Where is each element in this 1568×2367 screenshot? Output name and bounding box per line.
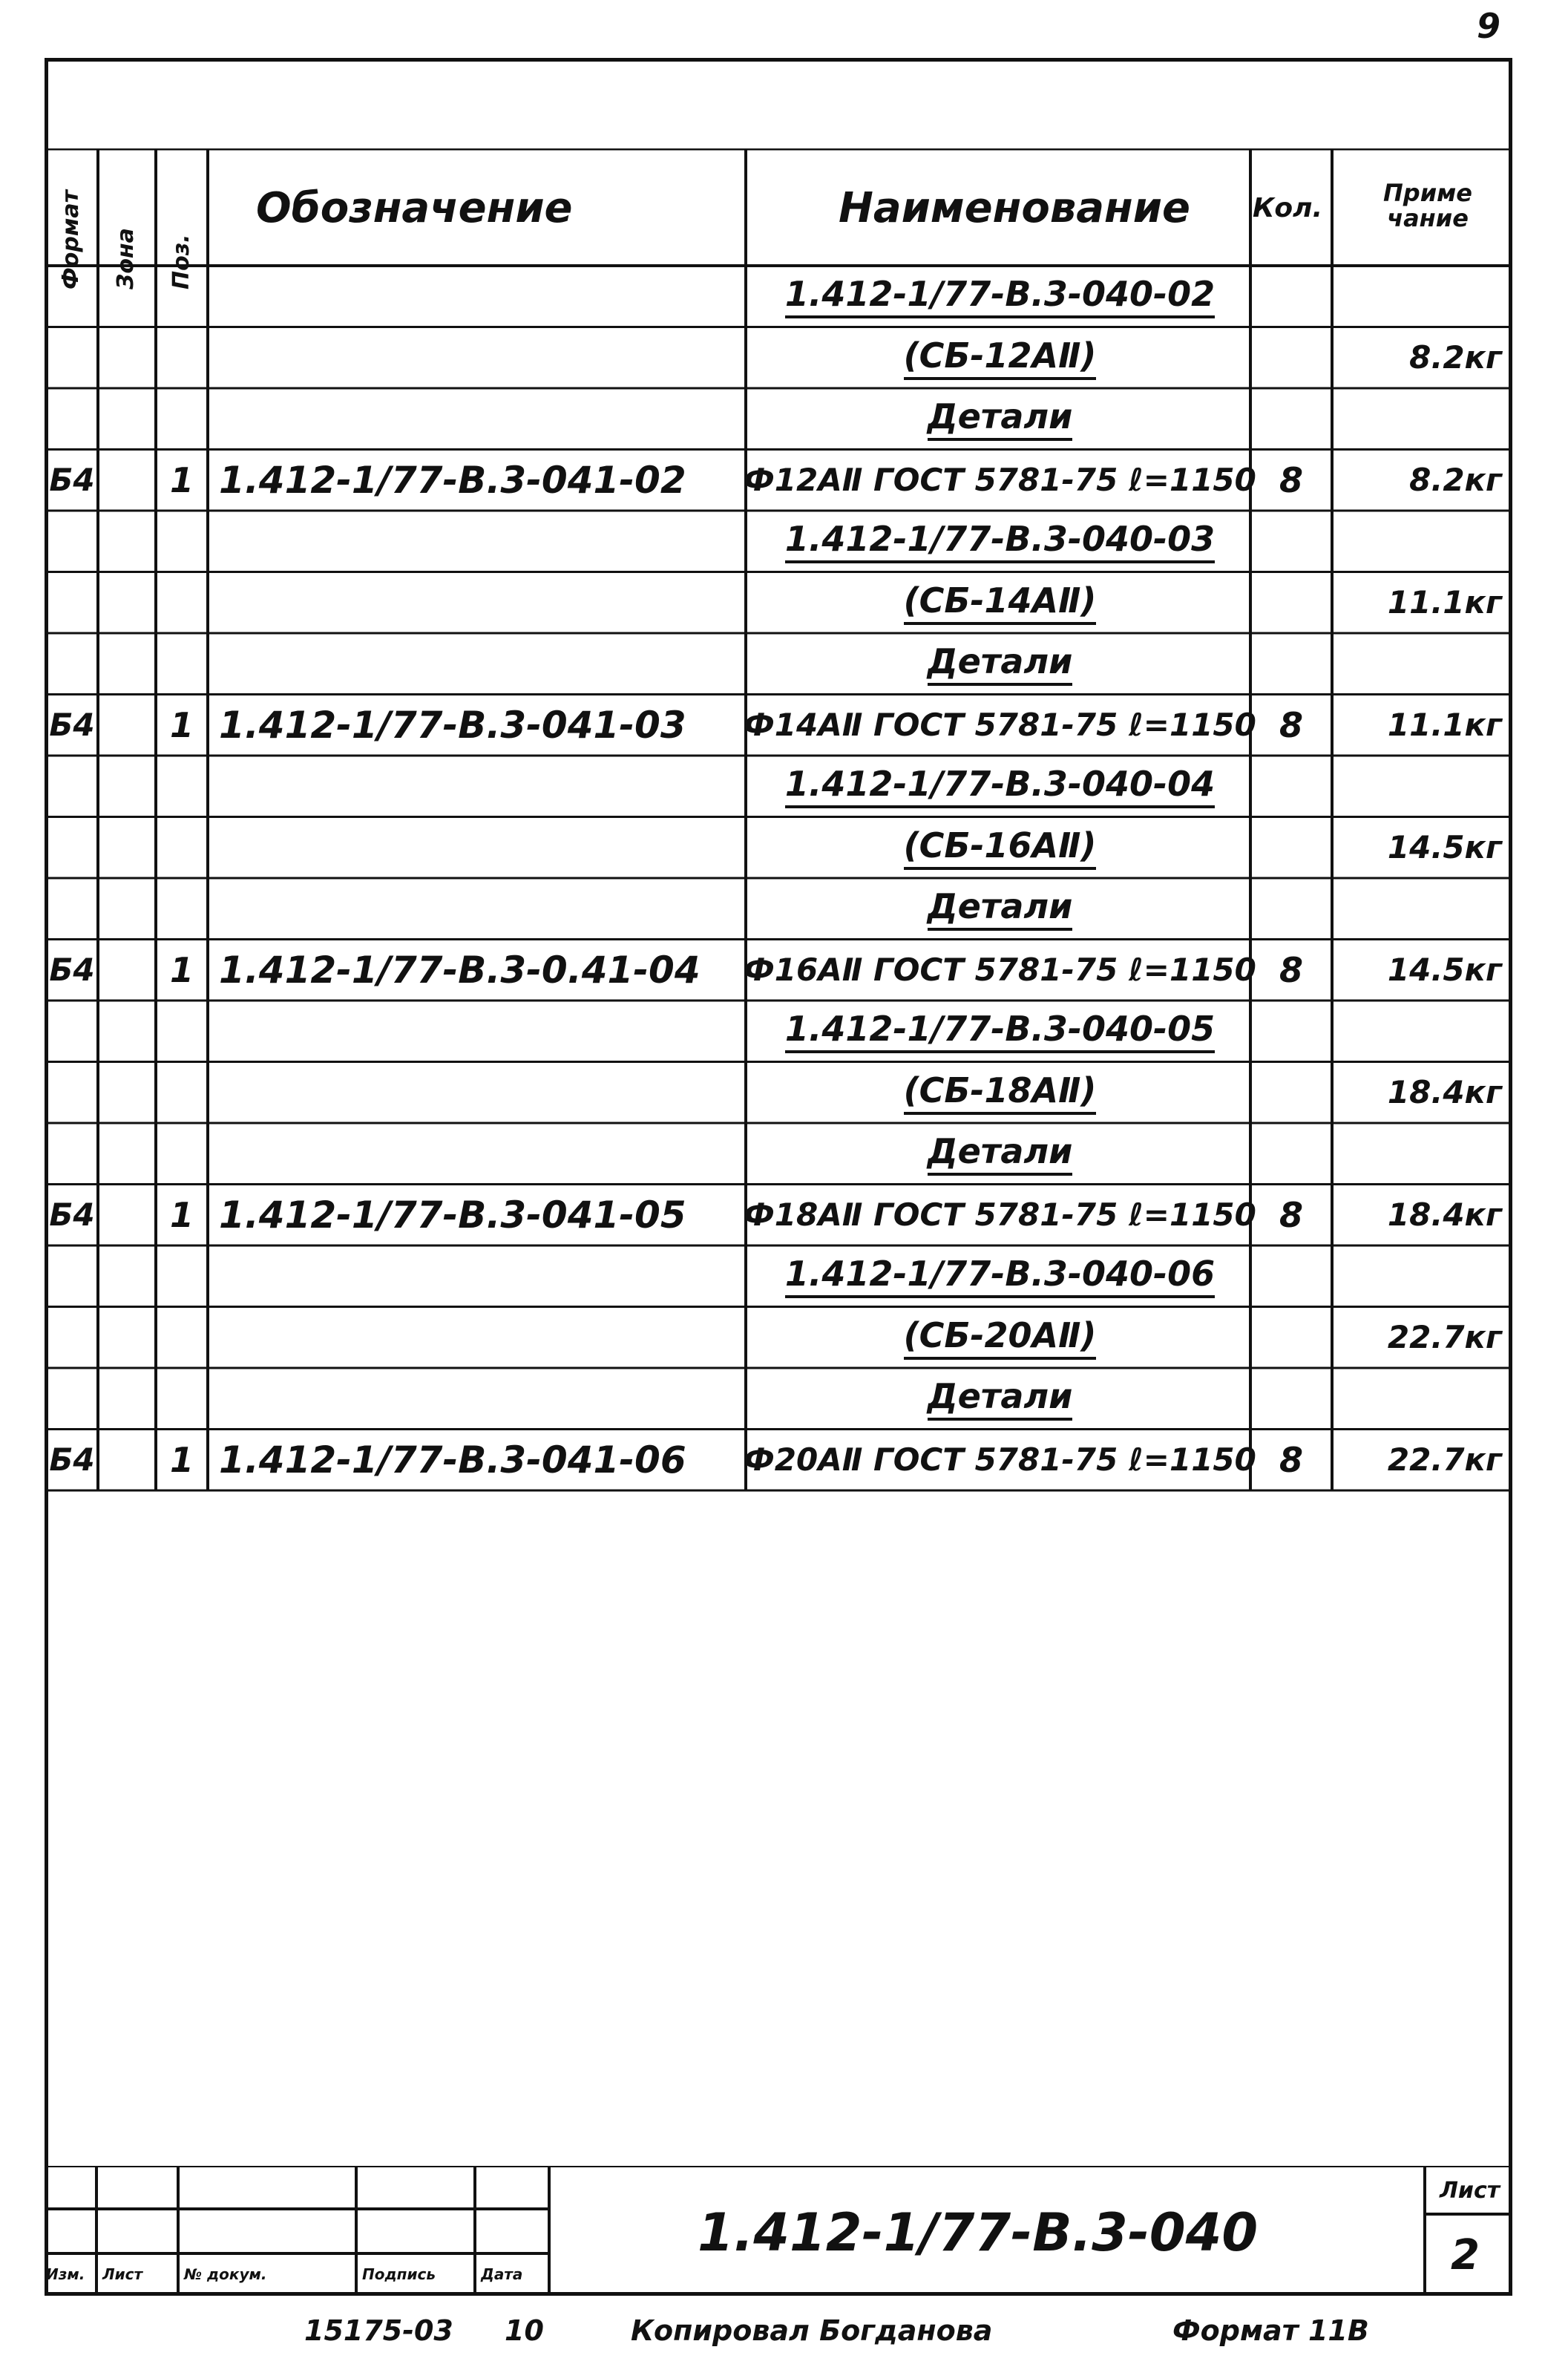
row-quantity-text: 8: [1279, 704, 1303, 745]
row-designation: [219, 633, 738, 695]
row-quantity-text: 8: [1279, 459, 1303, 500]
row-position: [156, 1185, 208, 1246]
row-quantity: [1250, 1307, 1332, 1369]
row-name-text: Ф16АⅡ ГОСТ 5781-75 ℓ=1150: [744, 952, 1256, 989]
row-quantity-text: 8: [1279, 1439, 1303, 1480]
row-name-text: (СБ-14АⅡ): [904, 580, 1097, 625]
row-format: [47, 1307, 96, 1369]
row-designation: [219, 327, 738, 389]
row-name-text: 1.412-1/77-В.3-040-02: [785, 274, 1215, 318]
row-name: [749, 327, 1250, 389]
row-designation: [219, 266, 738, 327]
row-name-text: Ф14АⅡ ГОСТ 5781-75 ℓ=1150: [744, 707, 1256, 744]
row-name-text: Детали: [928, 886, 1073, 931]
row-name: [749, 633, 1250, 695]
row-position: [156, 572, 208, 634]
row-note: [1336, 1001, 1508, 1062]
row-format: [47, 1245, 96, 1307]
row-position-text: 1: [169, 949, 194, 990]
row-note-text: 22.7кг: [1387, 1441, 1502, 1479]
row-format: [47, 266, 96, 327]
row-designation: [219, 1245, 738, 1307]
row-format: [47, 1123, 96, 1185]
row-format: [47, 450, 96, 511]
row-format-text: Б4: [49, 707, 95, 744]
row-format-text: Б4: [49, 462, 95, 499]
row-name: [744, 1185, 1256, 1246]
row-quantity: [1250, 1001, 1332, 1062]
row-note-text: 11.1кг: [1387, 584, 1502, 621]
row-format: [47, 633, 96, 695]
row-name: [749, 572, 1250, 634]
sheet-label: Лист: [1440, 2177, 1500, 2204]
row-name: [749, 511, 1250, 572]
row-designation-text: 1.412-1/77-В.3-041-02: [219, 458, 686, 502]
row-format: [47, 878, 96, 940]
title-col-change: Изм.: [46, 2265, 85, 2283]
row-note: [1336, 817, 1508, 879]
row-format: [47, 1062, 96, 1124]
row-quantity: [1250, 572, 1332, 634]
row-name: [749, 1307, 1250, 1369]
row-designation-text: 1.412-1/77-В.3-0.41-04: [219, 948, 701, 992]
page-number: 9: [1477, 6, 1501, 46]
title-col-sheet: Лист: [102, 2265, 143, 2283]
row-format-text: Б4: [49, 1196, 95, 1234]
row-position: [156, 940, 208, 1001]
header-note-line1: Приме: [1383, 179, 1472, 207]
row-name-text: (СБ-20АⅡ): [904, 1315, 1097, 1360]
header-zone: Зона: [113, 228, 139, 289]
row-name-text: (СБ-18АⅡ): [904, 1070, 1097, 1115]
row-note-text: 22.7кг: [1387, 1319, 1502, 1356]
row-format: [47, 695, 96, 756]
row-note: [1336, 633, 1508, 695]
header-designation: Обозначение: [256, 183, 573, 232]
row-note: [1336, 388, 1508, 450]
title-col-docnum: № докум.: [184, 2265, 267, 2283]
row-note-text: 8.2кг: [1409, 339, 1502, 376]
row-designation: [219, 940, 738, 1001]
row-format-text: Б4: [49, 1441, 95, 1479]
header-pos: Поз.: [168, 234, 194, 289]
row-name: [744, 450, 1256, 511]
specification-table: [45, 148, 1512, 1507]
row-quantity: [1250, 878, 1332, 940]
row-designation-text: 1.412-1/77-В.3-041-03: [219, 703, 686, 747]
row-position-text: 1: [169, 1194, 194, 1235]
row-designation: [219, 1368, 738, 1430]
row-name: [749, 817, 1250, 879]
row-name: [744, 940, 1256, 1001]
row-designation-text: 1.412-1/77-В.3-041-06: [219, 1438, 686, 1482]
sheet-number: 2: [1451, 2230, 1480, 2279]
row-note: [1336, 940, 1508, 1001]
header-note-line2: чание: [1387, 204, 1469, 232]
row-quantity-text: 8: [1279, 949, 1303, 990]
row-quantity: [1250, 1245, 1332, 1307]
row-format: [47, 327, 96, 389]
row-name: [749, 1368, 1250, 1430]
row-note: [1336, 878, 1508, 940]
row-designation: [219, 450, 738, 511]
row-note: [1336, 1062, 1508, 1124]
footer-order: 15175-03: [304, 2314, 453, 2347]
row-name: [749, 1245, 1250, 1307]
row-designation: [219, 511, 738, 572]
row-note: [1336, 511, 1508, 572]
header-name: Наименование: [839, 183, 1190, 232]
header-qty: Кол.: [1253, 192, 1323, 223]
row-note: [1336, 327, 1508, 389]
title-col-signature: Подпись: [362, 2265, 436, 2283]
row-quantity: [1250, 388, 1332, 450]
row-position: [156, 1123, 208, 1185]
row-quantity: [1250, 1430, 1332, 1491]
row-quantity: [1250, 1368, 1332, 1430]
row-note-text: 11.1кг: [1387, 707, 1502, 744]
row-quantity: [1250, 266, 1332, 327]
row-note: [1336, 1307, 1508, 1369]
row-quantity: [1250, 695, 1332, 756]
row-position-text: 1: [169, 704, 194, 745]
row-note: [1336, 450, 1508, 511]
row-name: [744, 695, 1256, 756]
row-format: [47, 388, 96, 450]
row-quantity: [1250, 1185, 1332, 1246]
row-name-text: Детали: [928, 1376, 1073, 1421]
row-position: [156, 1368, 208, 1430]
row-designation: [219, 1430, 738, 1491]
row-quantity: [1250, 327, 1332, 389]
row-note: [1336, 756, 1508, 817]
title-block: [45, 2166, 1512, 2296]
row-position: [156, 878, 208, 940]
row-position: [156, 756, 208, 817]
row-name-text: Детали: [928, 396, 1073, 441]
row-note: [1336, 1430, 1508, 1491]
header-note: [1343, 165, 1512, 246]
row-quantity: [1250, 450, 1332, 511]
row-designation: [219, 388, 738, 450]
row-note: [1336, 1368, 1508, 1430]
row-format: [47, 511, 96, 572]
row-designation-text: 1.412-1/77-В.3-041-05: [219, 1193, 686, 1237]
row-note: [1336, 572, 1508, 634]
row-note: [1336, 1185, 1508, 1246]
row-designation: [219, 1123, 738, 1185]
row-name-text: 1.412-1/77-В.3-040-04: [785, 764, 1215, 808]
row-name-text: (СБ-12АⅡ): [904, 335, 1097, 380]
header-format: Формат: [58, 190, 84, 289]
row-name: [749, 388, 1250, 450]
row-position: [156, 1062, 208, 1124]
row-note-text: 18.4кг: [1387, 1074, 1502, 1111]
row-position: [156, 1245, 208, 1307]
row-position: [156, 511, 208, 572]
footer-copied-by: Копировал Богданова: [631, 2314, 993, 2347]
row-name: [749, 1062, 1250, 1124]
row-format: [47, 817, 96, 879]
row-name: [744, 1430, 1256, 1491]
row-format: [47, 1185, 96, 1246]
row-name: [749, 1001, 1250, 1062]
row-quantity: [1250, 511, 1332, 572]
row-note: [1336, 695, 1508, 756]
row-designation: [219, 817, 738, 879]
row-name: [749, 878, 1250, 940]
footer: [45, 2308, 1512, 2353]
row-name-text: 1.412-1/77-В.3-040-03: [785, 519, 1215, 563]
row-quantity: [1250, 940, 1332, 1001]
row-name-text: Ф20АⅡ ГОСТ 5781-75 ℓ=1150: [744, 1441, 1256, 1479]
row-format: [47, 940, 96, 1001]
row-quantity: [1250, 756, 1332, 817]
title-col-date: Дата: [481, 2265, 523, 2283]
row-format-text: Б4: [49, 952, 95, 989]
row-designation: [219, 878, 738, 940]
row-name: [749, 1123, 1250, 1185]
row-note: [1336, 1245, 1508, 1307]
footer-number: 10: [505, 2314, 544, 2347]
row-position: [156, 633, 208, 695]
row-position-text: 1: [169, 459, 194, 500]
row-position: [156, 817, 208, 879]
row-name-text: Детали: [928, 1131, 1073, 1176]
row-designation: [219, 695, 738, 756]
row-note: [1336, 1123, 1508, 1185]
row-note: [1336, 266, 1508, 327]
row-name-text: Ф12АⅡ ГОСТ 5781-75 ℓ=1150: [744, 462, 1256, 499]
row-position-text: 1: [169, 1439, 194, 1480]
row-designation: [219, 1062, 738, 1124]
row-quantity: [1250, 633, 1332, 695]
row-quantity-text: 8: [1279, 1194, 1303, 1235]
row-note-text: 8.2кг: [1409, 462, 1502, 499]
row-position: [156, 1307, 208, 1369]
row-name-text: Детали: [928, 641, 1073, 686]
row-position: [156, 1001, 208, 1062]
row-format: [47, 1430, 96, 1491]
row-name-text: Ф18АⅡ ГОСТ 5781-75 ℓ=1150: [744, 1196, 1256, 1234]
row-designation: [219, 1185, 738, 1246]
row-position: [156, 327, 208, 389]
row-position: [156, 1430, 208, 1491]
row-designation: [219, 756, 738, 817]
row-name: [749, 266, 1250, 327]
row-position: [156, 388, 208, 450]
document-code: 1.412-1/77-В.3-040: [698, 2202, 1259, 2263]
row-name-text: 1.412-1/77-В.3-040-05: [785, 1009, 1215, 1053]
row-position: [156, 266, 208, 327]
row-quantity: [1250, 1062, 1332, 1124]
row-position: [156, 695, 208, 756]
row-note-text: 14.5кг: [1387, 829, 1502, 866]
row-format: [47, 572, 96, 634]
row-note-text: 18.4кг: [1387, 1196, 1502, 1234]
row-position: [156, 450, 208, 511]
row-designation: [219, 572, 738, 634]
row-designation: [219, 1001, 738, 1062]
row-name-text: (СБ-16АⅡ): [904, 825, 1097, 870]
row-format: [47, 756, 96, 817]
row-name-text: 1.412-1/77-В.3-040-06: [785, 1254, 1215, 1298]
row-quantity: [1250, 1123, 1332, 1185]
row-designation: [219, 1307, 738, 1369]
row-format: [47, 1001, 96, 1062]
row-note-text: 14.5кг: [1387, 952, 1502, 989]
row-quantity: [1250, 817, 1332, 879]
footer-format: Формат 11В: [1172, 2314, 1369, 2347]
row-format: [47, 1368, 96, 1430]
row-name: [749, 756, 1250, 817]
